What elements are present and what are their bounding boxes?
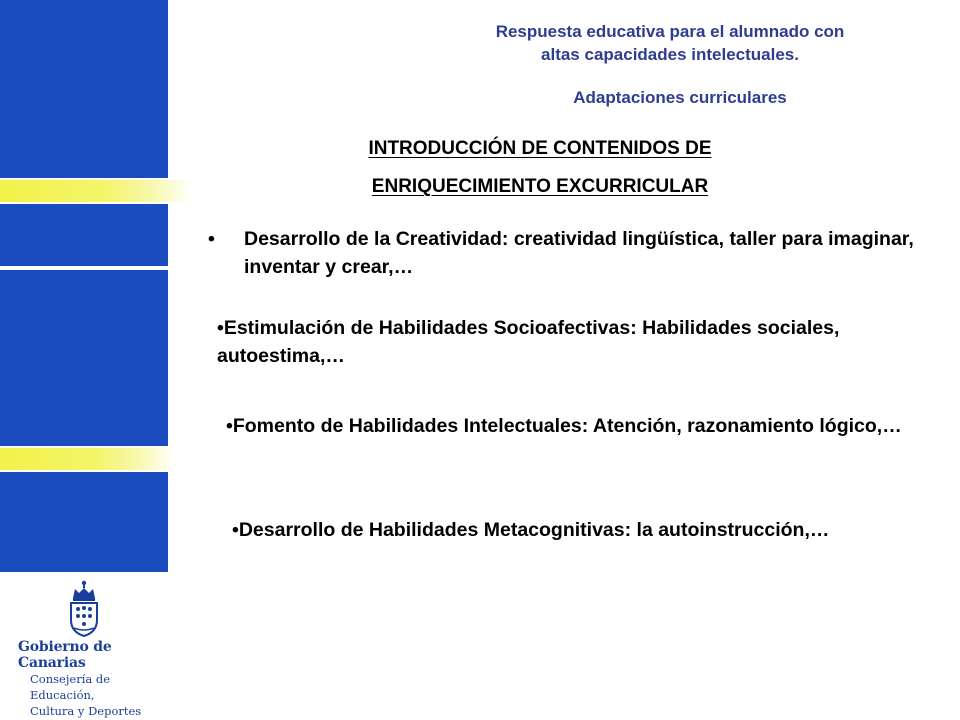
list-item (217, 314, 917, 370)
government-logo (0, 572, 168, 720)
list-item-text: Desarrollo de Habilidades Metacognitivas: la autoinstrucción,… (238, 519, 830, 541)
slide-header (420, 20, 920, 66)
left-decorative-band (0, 0, 168, 720)
organization-name: Gobierno de Canarias (18, 639, 112, 671)
band-yellow-stripe (0, 180, 192, 202)
department-line-2: Cultura y Deportes (30, 704, 142, 718)
list-item-text: Desarrollo de la Creatividad: creatividad lingüística, taller para imaginar, inventar y crear,… (244, 228, 914, 278)
header-line-2: altas capacidades intelectuales. (541, 45, 799, 64)
bullet-icon: • (208, 228, 215, 250)
header-line-1: Respuesta educativa para el alumnado con (495, 22, 845, 41)
bullet-icon: • (226, 415, 233, 437)
slide-title (290, 130, 790, 206)
organization-text (18, 639, 168, 719)
bullet-icon: • (232, 519, 239, 541)
band-blue-block (0, 472, 168, 572)
bullet-icon: • (217, 317, 224, 339)
department-line-1: Consejería de Educación, (30, 672, 111, 702)
band-blue-block (0, 204, 168, 266)
title-line-1: INTRODUCCIÓN DE CONTENIDOS DE (368, 138, 712, 159)
band-blue-block (0, 0, 168, 178)
band-blue-block (0, 270, 168, 446)
list-item (226, 412, 916, 440)
list-item (232, 516, 912, 544)
coat-of-arms-icon (66, 580, 102, 638)
title-line-2: ENRIQUECIMIENTO EXCURRICULAR (371, 176, 709, 197)
section-subtitle: Adaptaciones curriculares (573, 88, 787, 107)
list-item-text: Fomento de Habilidades Intelectuales: Atención, razonamiento lógico,… (232, 415, 902, 437)
band-yellow-stripe (0, 448, 175, 470)
list-item-text: Estimulación de Habilidades Socioafectivas: Habilidades sociales, autoestima,… (217, 317, 840, 367)
